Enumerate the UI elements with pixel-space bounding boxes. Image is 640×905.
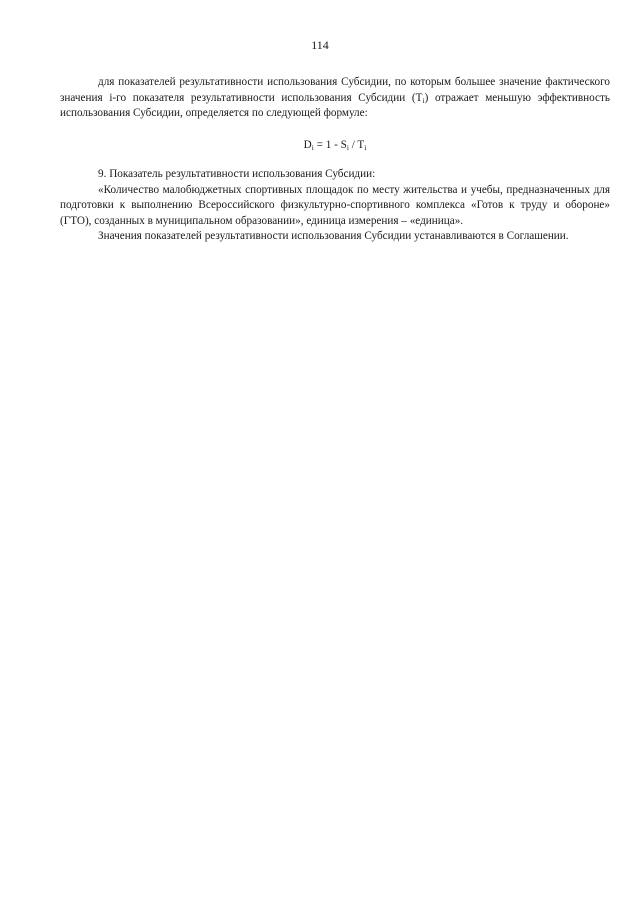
paragraph-indicator-heading: 9. Показатель результативности использования Субсидии: (98, 168, 376, 180)
page-number: 114 (311, 38, 329, 52)
document-body (60, 75, 610, 245)
formula-middle: = 1 - S (313, 138, 347, 151)
formula-slash: / T (348, 138, 365, 151)
paragraph-indicator-definition-text: для показателей результативности использования Субсидии, по которым большее значение фактического значения i-го показателя результативности использования Субсидии (T (60, 76, 610, 104)
formula-d-subscript: i (311, 142, 314, 152)
formula-s-subscript: i (346, 142, 349, 152)
paragraph-indicator-definition-subscript: i (422, 95, 425, 105)
paragraph-indicator-definition-tail: ) отражает меньшую эффективность использования Субсидии, определяется по следующей формуле: (60, 91, 610, 119)
formula (60, 138, 610, 154)
paragraph-indicator-definition (60, 75, 610, 122)
paragraph-indicator-description: «Количество малобюджетных спортивных площадок по месту жительства и учебы, предназначенных для подготовки к выполнению Всероссийского физкультурно-спортивного комплекса «Готов к труду и обороне» (ГТО), созданных в муниципальном образовании», единица измерения – «единица». (60, 183, 610, 227)
paragraph-indicator-values: Значения показателей результативности использования Субсидии устанавливаются в Соглашении. (98, 230, 569, 242)
formula-t-subscript: i (364, 142, 367, 152)
formula-d: D (303, 138, 312, 151)
